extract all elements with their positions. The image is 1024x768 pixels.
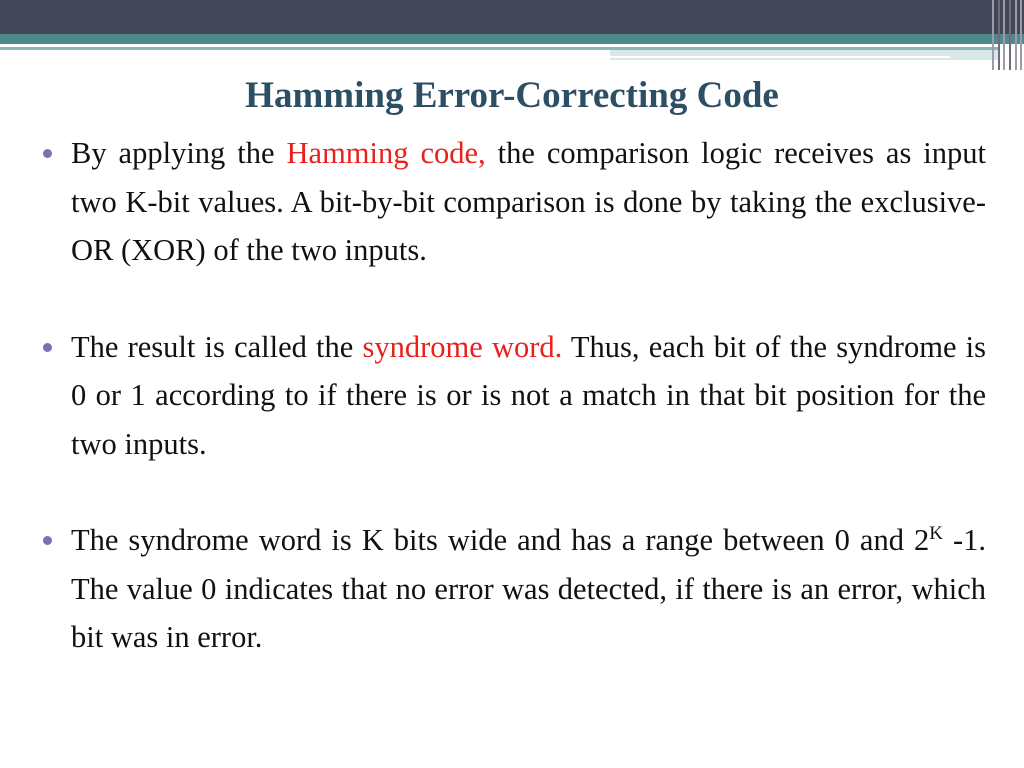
bullet-dot-icon bbox=[43, 149, 52, 158]
bullet-item-hamming-code bbox=[40, 129, 986, 275]
bullet-text-part: the comparison logic receives as input two K-bit values. A bit-by-bit comparison is done by taking the exclusive-OR (XOR) of the two inputs. bbox=[71, 136, 986, 267]
highlight-term: syndrome word. bbox=[362, 329, 563, 364]
bullet-text-part: By applying the bbox=[71, 136, 287, 170]
bullet-item-syndrome-range bbox=[40, 516, 986, 662]
header-band bbox=[0, 0, 1024, 34]
bullet-item-syndrome-word bbox=[40, 323, 986, 469]
bullet-dot-icon bbox=[43, 536, 52, 545]
header-light-strip bbox=[610, 50, 1000, 60]
bullet-text-part: -1. The value 0 indicates that no error was detected, if there is an error, which bit was in error. bbox=[71, 523, 986, 654]
slide-title: Hamming Error-Correcting Code bbox=[245, 75, 779, 116]
header-stripes bbox=[990, 0, 1024, 70]
header-accent-bar bbox=[0, 34, 1024, 44]
header-white-line bbox=[610, 56, 950, 58]
exponent: K bbox=[929, 522, 943, 544]
bullet-list bbox=[40, 129, 986, 662]
highlight-term: Hamming code, bbox=[286, 136, 486, 170]
bullet-text-part: The result is called the bbox=[71, 329, 363, 364]
bullet-text-part: Thus, each bit of the syndrome is 0 or 1 according to if there is or is not a match in that bit position for the two inputs. bbox=[71, 329, 986, 461]
bullet-dot-icon bbox=[43, 343, 52, 352]
bullet-text-part: The syndrome word is K bits wide and has a range between 0 and 2 bbox=[71, 523, 930, 557]
